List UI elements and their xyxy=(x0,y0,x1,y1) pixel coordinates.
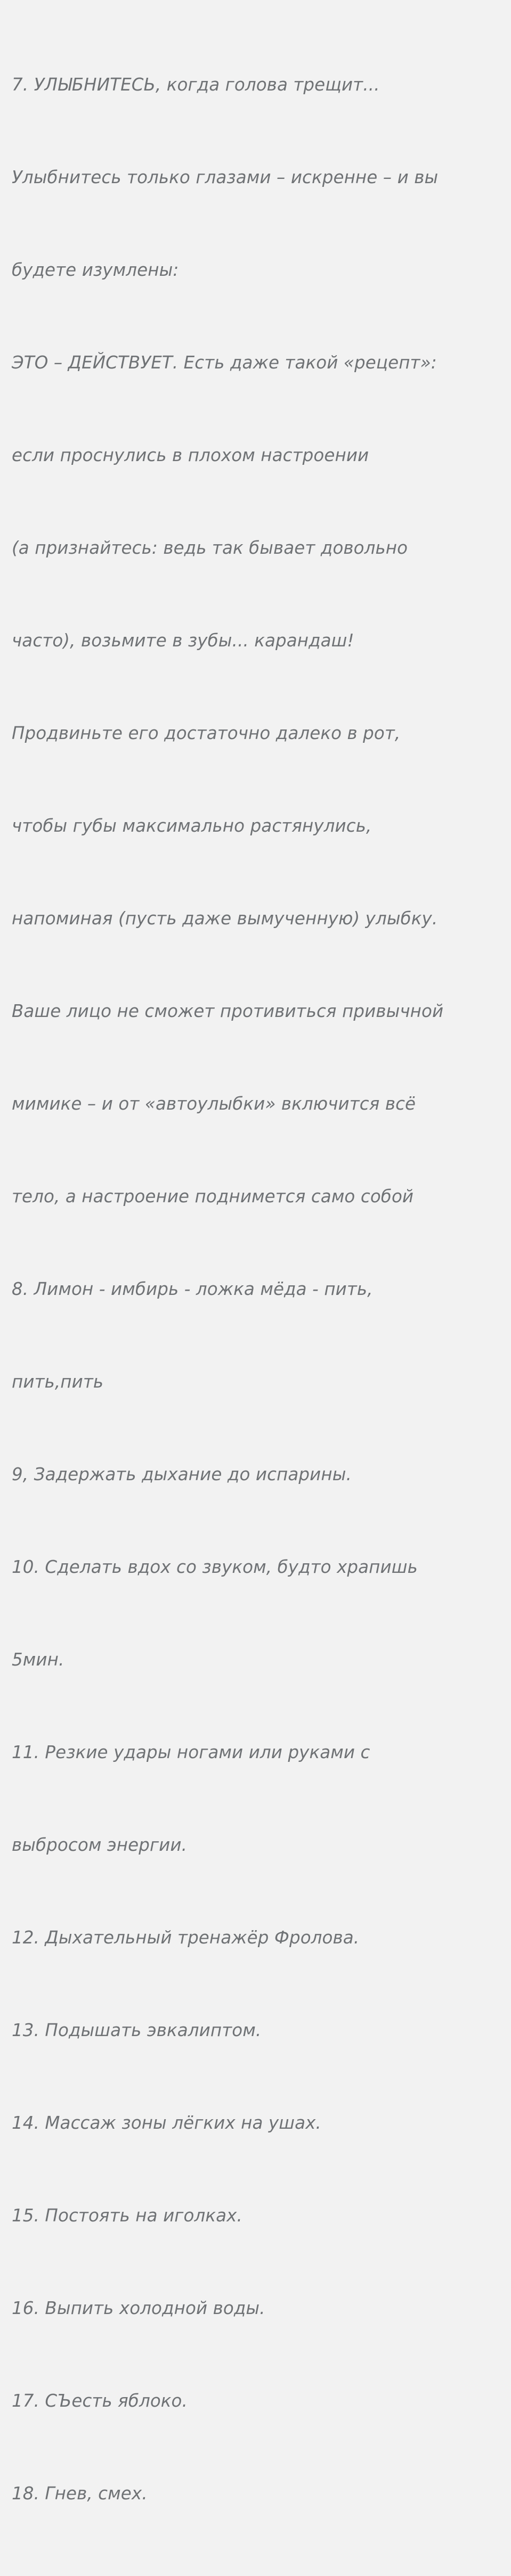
text-line: выбросом энергии. xyxy=(12,1835,188,1855)
text-line: чтобы губы максимально растянулись, xyxy=(12,816,372,836)
text-line: напоминая (пусть даже вымученную) улыбку. xyxy=(12,908,438,929)
text-line: 14. Массаж зоны лёгких на ушах. xyxy=(12,2113,321,2133)
text-line: 17. СЪесть яблоко. xyxy=(12,2391,188,2411)
text-line: 18. Гнев, смех. xyxy=(12,2483,148,2504)
text-line: 8. Лимон - имбирь - ложка мёда - пить, xyxy=(12,1279,373,1299)
text-line: 15. Постоять на иголках. xyxy=(12,2205,242,2226)
document-text-block xyxy=(12,7,499,2571)
text-line: 9, Задержать дыхание до испарины. xyxy=(12,1464,352,1484)
text-line: часто), возьмите в зубы... карандаш! xyxy=(12,630,354,651)
text-line: пить,пить xyxy=(12,1372,104,1392)
text-line: Улыбнитесь только глазами – искренне – и вы xyxy=(12,167,439,187)
text-line: ЭТО – ДЕЙСТВУЕТ. Есть даже такой «рецепт»: xyxy=(12,352,437,373)
text-line: если проснулись в плохом настроении xyxy=(12,445,369,465)
text-line: 5мин. xyxy=(12,1650,64,1670)
text-line: Продвиньте его достаточно далеко в рот, xyxy=(12,723,401,743)
text-line: Ваше лицо не сможет противиться привычной xyxy=(12,1001,444,1021)
text-line: 16. Выпить холодной воды. xyxy=(12,2298,265,2318)
text-line: 11. Резкие удары ногами или руками с xyxy=(12,1742,370,1762)
text-line: мимике – и от «автоулыбки» включится всё xyxy=(12,1094,416,1114)
text-line: тело, а настроение поднимется само собой xyxy=(12,1186,414,1207)
text-line: 13. Подышать эвкалиптом. xyxy=(12,2020,262,2040)
text-line: 12. Дыхательный тренажёр Фролова. xyxy=(12,1927,360,1948)
text-line: будете изумлены: xyxy=(12,260,179,280)
text-line: 7. УЛЫБНИТЕСЬ, когда голова трещит... xyxy=(12,75,380,95)
text-line: (а признайтесь: ведь так бывает довольно xyxy=(12,538,408,558)
text-line: 10. Сделать вдох со звуком, будто храпишь xyxy=(12,1557,418,1577)
